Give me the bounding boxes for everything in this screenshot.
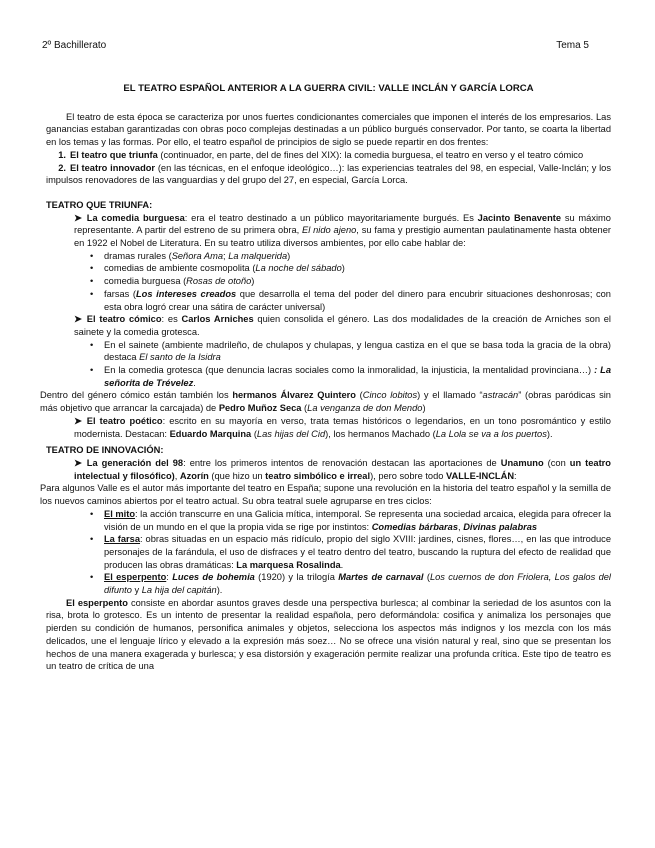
bullet-dot-icon: • xyxy=(90,508,94,519)
intro-item-1: 1. El teatro que triunfa (continuador, en parte, del de fines del XIX): la comedia burguesa, el teatro en verso y el teatro cómico xyxy=(58,149,584,160)
teatro-poetico-paragraph: ➤ El teatro poético: escrito en su mayoría en verso, trata temas históricos o legendarios, en un tono posromántico y estilo modernista. Destacan: Eduardo Marquina (Las hijas del Cid), los hermanos Machado (La Lola se va a los puertos). xyxy=(74,415,611,439)
list-item: • dramas rurales (Señora Ama; La malquerida) xyxy=(90,250,291,261)
section-heading-triunfa: TEATRO QUE TRIUNFA: xyxy=(46,199,153,210)
teatro-comico-paragraph: ➤ El teatro cómico: es Carlos Arniches quien consolida el género. Las dos modalidades de la creación de Arniches son el sainete y la comedia grotesca. xyxy=(74,314,612,337)
bullet-dot-icon: • xyxy=(90,288,94,299)
document-title: EL TEATRO ESPAÑOL ANTERIOR A LA GUERRA CIVIL: VALLE INCLÁN Y GARCÍA LORCA xyxy=(123,83,534,94)
bullet-dot-icon: • xyxy=(90,250,94,261)
list-item: • farsas (Los intereses creados que desarrolla el tema del poder del dinero para encubrir situaciones deshonrosas; con esta obra logró crear una sátira de carácter universal) xyxy=(90,288,611,312)
arrow-bullet-icon: ➤ xyxy=(74,457,82,468)
list-item: • comedias de ambiente cosmopolita (La noche del sábado) xyxy=(90,263,345,274)
valle-inclan-paragraph: Para algunos Valle es el autor más importante del teatro en España; supone una revolución en la historia del teatro español y la semilla de los nuevos caminos abiertos por el teatro actual. Su obra teatral suele agruparse en tres ciclos: xyxy=(40,483,611,507)
list-item: • En el sainete (ambiente madrileño, de chulapos y chulapas, y lengua castiza en el que se basa toda la gracia de la obra) destaca El santo de la Isidra xyxy=(90,339,611,363)
list-item: • El esperpento: Luces de bohemia (1920) y la trilogía Martes de carnaval (Los cuernos de don Friolera, Los galos del difunto y La hija del capitán). xyxy=(90,572,612,596)
intro-item-2: 2. El teatro innovador (en las técnicas, en el enfoque ideológico…): las experiencias teatrales del 98, en especial, Valle-Inclán; y los impulsos renovadores de las vanguardias y del grupo del 27, en especial, García Lorca. xyxy=(46,162,611,186)
bullet-dot-icon: • xyxy=(90,263,94,274)
esperpento-paragraph: El esperpento consiste en abordar asuntos graves desde una perspectiva burlesca; al combinar la seriedad de los asuntos con la risa, brota lo grotesco. Es un intento de presentar la realidad española, pero deformándola: cosifica y animaliza los personajes que pierden su condición de humanos, personifica animales y objetos, selecciona los aspectos más indignos y los mezcla con los más delicados, une el lenguaje lírico y elevado a la expresión más soez… No se ofrece una visión natural y real, sino que se presentan los hechos de una manera exagerada y burlesca; y esa distorsión y exageración permite realizar una profunda crítica. Este tipo de teatro es un teatro de crítica de una xyxy=(46,597,611,672)
bullet-dot-icon: • xyxy=(90,534,94,545)
topic-label: Tema 5 xyxy=(556,40,589,51)
comedia-burguesa-paragraph: ➤ La comedia burguesa: era el teatro destinado a un público mayoritariamente burgués. Es Jacinto Benavente su máximo representante. A partir del estreno de su primera obra, El nido ajeno, su fama y prestigio aumentan paulatinamente hasta obtener en 1922 el Nobel de Literatura. En su teatro utiliza diversos ambientes, por ello cabe hablar de: xyxy=(74,212,611,249)
arrow-bullet-icon: ➤ xyxy=(74,314,82,325)
comedia-list xyxy=(46,250,611,314)
bullet-dot-icon: • xyxy=(90,276,94,287)
arrow-bullet-icon: ➤ xyxy=(74,415,82,426)
list-item: • comedia burguesa (Rosas de otoño) xyxy=(90,276,255,287)
bullet-dot-icon: • xyxy=(90,572,94,583)
comico-list xyxy=(46,339,611,390)
arrow-bullet-icon: ➤ xyxy=(74,212,82,223)
ciclos-list xyxy=(46,508,611,597)
generacion-98-paragraph: ➤ La generación del 98: entre los primeros intentos de renovación destacan las aportaciones de Unamuno (con un teatro intelectual y filosófico), Azorín (que hizo un teatro simbólico e irreal), pero sobre todo VALLE-INCLÁN: xyxy=(74,457,611,481)
section-heading-innovacion: TEATRO DE INNOVACIÓN: xyxy=(46,445,164,456)
list-item: • En la comedia grotesca (que denuncia lacras sociales como la inmoralidad, la injusticia, la mentalidad provinciana…) : La señorita de Trévelez. xyxy=(90,365,611,388)
intro-paragraph: El teatro de esta época se caracteriza por unos fuertes condicionantes comerciales que imponen el interés de los empresarios. Las ganancias estaban garantizadas con obras poco complejas destinadas a un público burgués conservador. Por tanto, se coarta la libertad en los temas y las formas. Por ello, el teatro español de principios de siglo se puede repartir en dos frentes: xyxy=(46,111,611,148)
genero-comico-paragraph: Dentro del género cómico están también los hermanos Álvarez Quintero (Cinco lobitos) y el llamado “astracán” (obras paródicas sin más objetivo que arrancar la carcajada) de Pedro Muñoz Seca (La venganza de don Mendo) xyxy=(40,390,611,414)
document-body xyxy=(40,83,612,673)
bullet-dot-icon: • xyxy=(90,365,94,376)
bullet-dot-icon: • xyxy=(90,339,94,350)
list-item: • El mito: la acción transcurre en una Galicia mítica, intemporal. Se representa una sociedad arcaica, elegida para ofrecer la visión de un mundo en el que la propia vida se rige por instintos: Comedias bárbaras, Divinas palabras xyxy=(90,508,611,532)
course-label: 2º Bachillerato xyxy=(42,40,107,51)
list-item: • La farsa: obras situadas en un espacio más ridículo, propio del siglo XVIII: jardines, cisnes, flores…, en las que introduce personajes de la farándula, el uso de disfraces y el teatro dentro del teatro, buscando la ruptura del efecto de realidad que producen las obras dramáticas: La marquesa Rosalinda. xyxy=(90,534,611,570)
